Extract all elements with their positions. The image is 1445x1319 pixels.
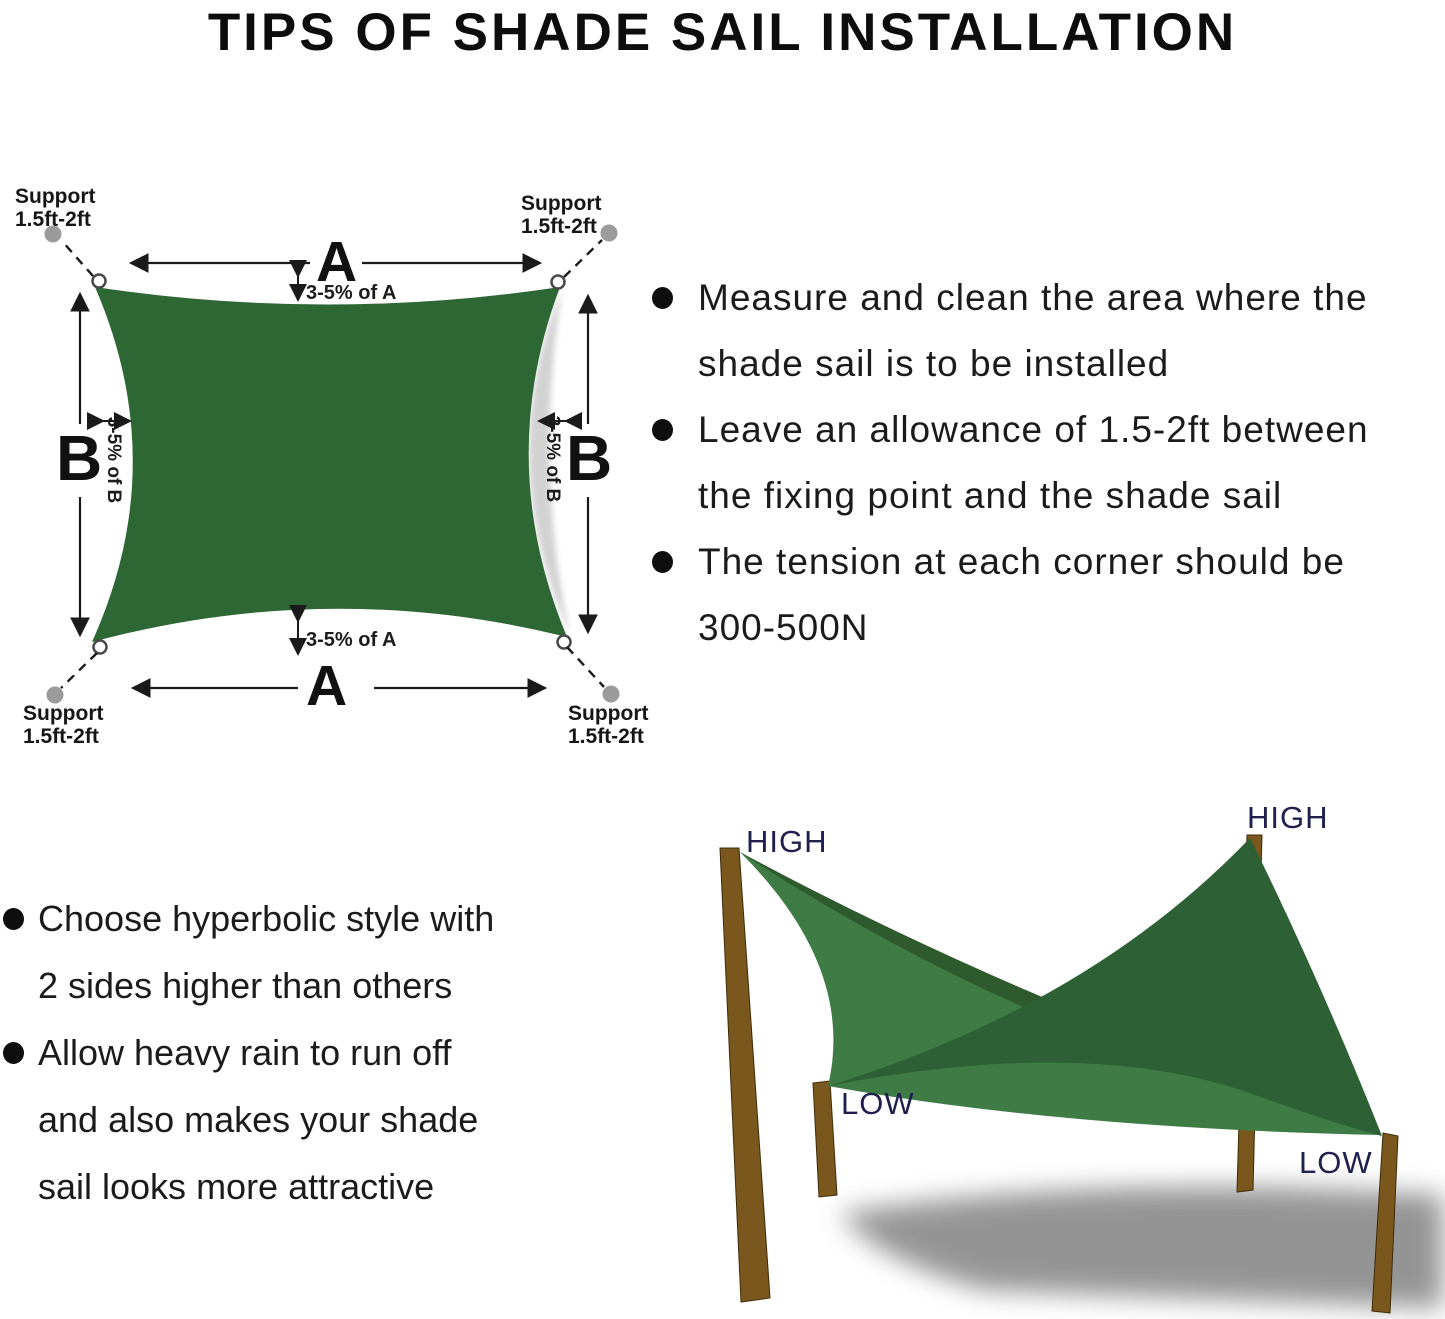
list-item [652,397,1445,529]
support-label-top-right [521,192,601,238]
post-low-left [813,1081,837,1197]
tip-line: Leave an allowance of 1.5-2ft between [698,409,1369,450]
bullet-icon [3,1042,24,1064]
support-dot-bottom-left [47,687,64,704]
list-item [3,885,643,1019]
tie-line-top-left [62,241,93,276]
support-label-bottom-right [568,702,648,748]
pct-label-a-bottom: 3-5% of A [306,629,397,651]
tip-line: the fixing point and the shade sail [698,475,1283,516]
support-label-top-left [15,185,95,231]
list-item [652,529,1445,661]
tip-line: 300-500N [698,607,869,648]
label-high-right: HIGH [1247,800,1329,835]
corner-ring-top-left [93,275,106,288]
support-dot-top-right [601,225,618,242]
support-label-line1: Support [521,192,602,215]
tips-list-installation [652,265,1445,661]
support-label-line1: Support [568,702,649,725]
shade-sail-plan [92,287,567,642]
tip-line: shade sail is to be installed [698,343,1170,384]
label-high-left: HIGH [746,824,828,859]
support-label-line2: 1.5ft-2ft [521,215,597,238]
dim-label-b-right: B [566,422,613,494]
tip-line: The tension at each corner should be [698,541,1345,582]
post-high-left [720,848,770,1302]
tip-line: Choose hyperbolic style with [38,898,495,939]
support-label-line2: 1.5ft-2ft [568,725,644,748]
corner-ring-top-right [552,276,565,289]
tip-line: Measure and clean the area where the [698,277,1368,318]
corner-ring-bottom-right [558,636,571,649]
tip-line: sail looks more attractive [38,1166,435,1207]
support-label-bottom-left [23,702,103,748]
support-dot-bottom-right [603,686,620,703]
ground-shadow [840,1187,1443,1308]
tie-line-bottom-left [61,653,97,688]
bullet-icon [3,908,24,930]
pct-label-b-left: 3-5% of B [103,416,124,504]
bullet-icon [652,419,673,441]
page-title: TIPS OF SHADE SAIL INSTALLATION [207,3,1238,62]
label-low-left: LOW [841,1086,915,1121]
corner-ring-bottom-left [94,641,107,654]
dim-label-b-left: B [56,422,103,494]
tips-list-style [3,885,643,1220]
dim-label-a-bottom: A [306,654,348,718]
list-item [3,1019,643,1220]
tie-line-bottom-right [567,647,604,687]
label-low-right: LOW [1299,1145,1373,1180]
support-label-line2: 1.5ft-2ft [23,725,99,748]
list-item [652,265,1445,397]
tip-line: 2 sides higher than others [38,965,453,1006]
bullet-icon [652,551,673,573]
support-label-line1: Support [23,702,104,725]
tie-line-top-right [564,240,602,277]
tip-line: Allow heavy rain to run off [38,1032,452,1073]
support-label-line1: Support [15,185,96,208]
dim-label-a-top: A [316,230,358,294]
support-label-line2: 1.5ft-2ft [15,208,91,231]
pct-label-b-right: 3-5% of B [542,415,563,503]
tip-line: and also makes your shade [38,1099,479,1140]
bullet-icon [652,287,673,309]
pct-label-a-top: 3-5% of A [306,282,397,304]
